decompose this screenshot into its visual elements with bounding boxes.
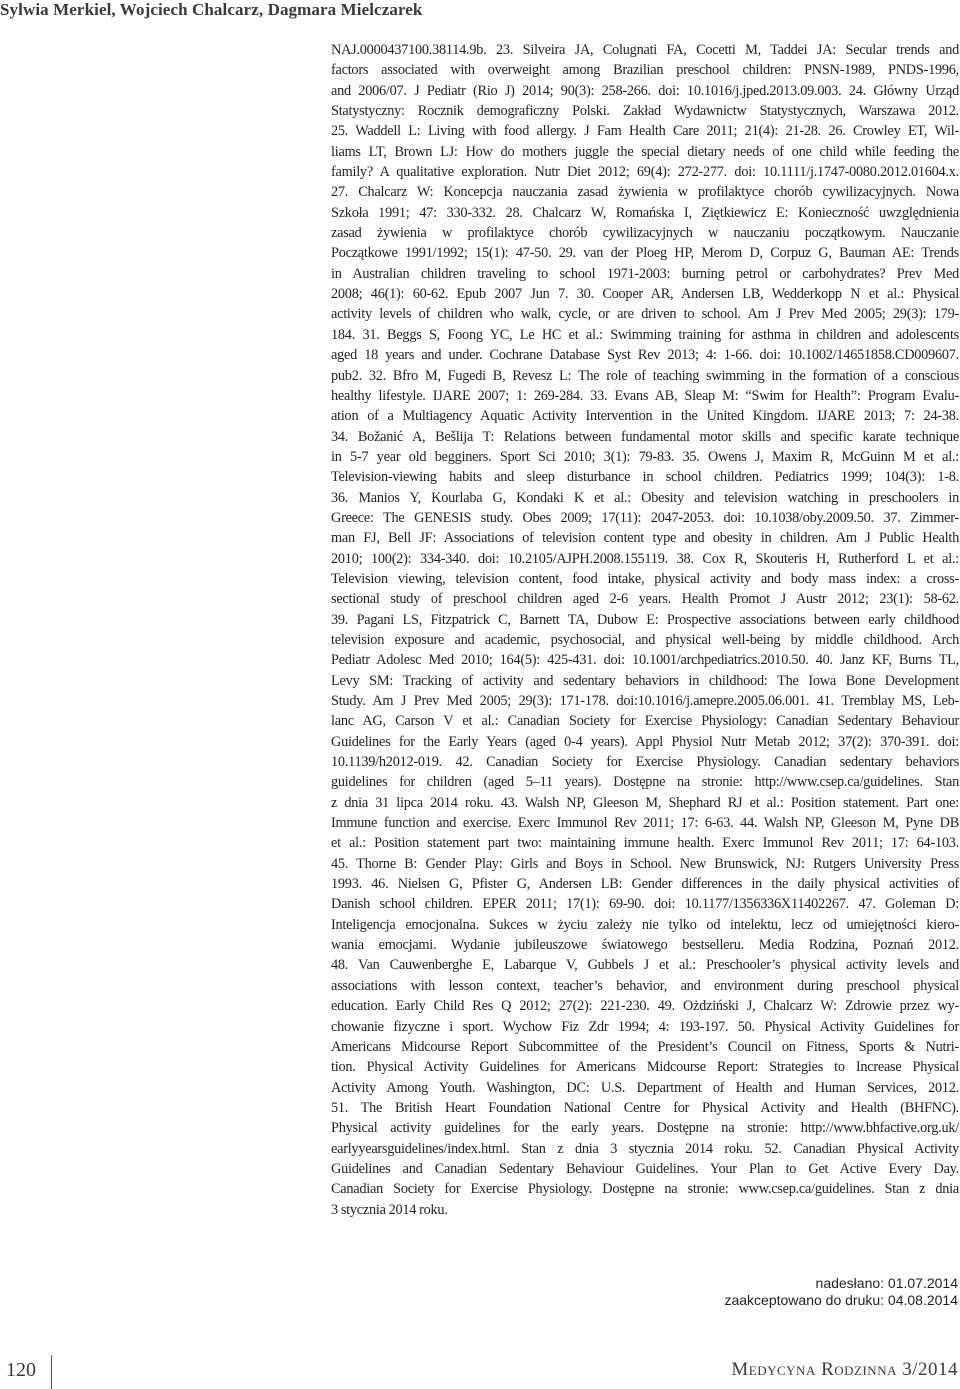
reference-line: z dnia 31 lipca 2014 roku. 43. Walsh NP, Gleeson M, Shephard RJ et al.: Position statement. Part one:	[331, 794, 959, 811]
reference-line: Inteligencja emocjonalna. Sukces w życiu zależy nie tylko od intelektu, lecz od umiejętności kiero-	[331, 916, 959, 933]
reference-line: Pediatr Adolesc Med 2010; 164(5): 425-431. doi: 10.1001/archpediatrics.2010.50. 40. Janz KF, Burns TL,	[331, 652, 959, 669]
reference-line: zasad żywienia w profilaktyce chorób cywilizacyjnych w nauczaniu początkowym. Nauczanie	[331, 225, 959, 242]
reference-line: 39. Pagani LS, Fitzpatrick C, Barnett TA, Dubow E: Prospective associations between early childhood	[331, 611, 959, 628]
reference-line: ation of a Multiagency Aquatic Activity Intervention in the United Kingdom. IJARE 2013; 7: 24-38.	[331, 408, 959, 425]
reference-line: liams LT, Brown LJ: How do mothers juggle the special dietary needs of one child while feeding the	[331, 143, 959, 160]
accepted-date: zaakceptowano do druku: 04.08.2014	[724, 1292, 958, 1308]
reference-line: 36. Manios Y, Kourlaba G, Kondaki K et al.: Obesity and television watching in preschoolers in	[331, 489, 959, 506]
page-footer	[0, 1355, 960, 1389]
footer-divider	[51, 1355, 52, 1389]
reference-line: Physical activity guidelines for the early years. Dostępne na stronie: http://www.bhfactive.org.uk/	[331, 1120, 959, 1137]
reference-line: healthy lifestyle. IJARE 2007; 1: 269-284. 33. Evans AB, Sleap M: “Swim for Health”: Program Evalu-	[331, 387, 959, 404]
page-number: 120	[6, 1359, 36, 1381]
reference-line: 2010; 100(2): 334-340. doi: 10.2105/AJPH.2008.155119. 38. Cox R, Skouteris H, Rutherford L et al.:	[331, 550, 959, 567]
reference-line: sectional study of preschool children aged 2-6 years. Health Promot J Austr 2012; 23(1): 58-62.	[331, 591, 959, 608]
reference-line: 1993. 46. Nielsen G, Pfister G, Andersen LB: Gender differences in the daily physical activities of	[331, 876, 959, 893]
journal-title: Medycyna Rodzinna 3/2014	[731, 1359, 958, 1380]
reference-line: et al.: Position statement part two: maintaining immune health. Exerc Immunol Rev 2011; 17: 64-103.	[331, 835, 959, 852]
reference-line: Immune function and exercise. Exerc Immunol Rev 2011; 17: 6-63. 44. Walsh NP, Gleeson M, Pyne DB	[331, 815, 959, 832]
reference-line: Guidelines for the Early Years (aged 0-4 years). Appl Physiol Nutr Metab 2012; 37(2): 370-391. doi:	[331, 733, 959, 750]
reference-line: and 2006/07. J Pediatr (Rio J) 2014; 90(3): 258-266. doi: 10.1016/j.jped.2013.09.003. 24. Główny Urząd	[331, 82, 959, 99]
reference-line: factors associated with overweight among Brazilian preschool children: PNSN-1989, PNDS-1996,	[331, 62, 959, 79]
reference-line: 184. 31. Beggs S, Foong YC, Le HC et al.: Swimming training for asthma in children and adolescents	[331, 326, 959, 343]
reference-line: wania emocjami. Wydanie jubileuszowe światowego bestselleru. Media Rodzina, Poznań 2012.	[331, 937, 959, 954]
running-header-authors: Sylwia Merkiel, Wojciech Chalcarz, Dagmara Mielczarek	[0, 0, 423, 19]
reference-line: 27. Chalcarz W: Koncepcja nauczania zasad żywienia w profilaktyce chorób cywilizacyjnych. Nowa	[331, 184, 959, 201]
reference-line: 25. Waddell L: Living with food allergy. J Fam Health Care 2011; 21(4): 21-28. 26. Crowley ET, Wil-	[331, 123, 959, 140]
references-block	[331, 40, 959, 1220]
reference-line: 3 stycznia 2014 roku.	[331, 1201, 448, 1218]
reference-line: Study. Am J Prev Med 2005; 29(3): 171-178. doi:10.1016/j.amepre.2005.06.001. 41. Tremblay MS, Leb-	[331, 693, 959, 709]
reference-line: Activity Among Youth. Washington, DC: U.S. Department of Health and Human Services, 2012.	[331, 1079, 959, 1096]
reference-line: Szkoła 1991; 47: 330-332. 28. Chalcarz W, Romańska I, Ziętkiewicz E: Konieczność uwzględnienia	[331, 204, 959, 221]
reference-line: guidelines for children (aged 5–11 years). Dostępne na stronie: http://www.csep.ca/guidelines. Stan	[331, 774, 959, 791]
reference-line: 2008; 46(1): 60-62. Epub 2007 Jun 7. 30. Cooper AR, Andersen LB, Wedderkopp N et al.: Physical	[331, 286, 959, 303]
reference-line: 48. Van Cauwenberghe E, Labarque V, Gubbels J et al.: Preschooler’s physical activity levels and	[331, 957, 959, 974]
reference-line: chowanie fizyczne i sport. Wychow Fiz Zdr 1994; 4: 193-197. 50. Physical Activity Guidelines for	[331, 1018, 959, 1035]
submitted-date: nadesłano: 01.07.2014	[815, 1275, 958, 1291]
reference-line: Canadian Society for Exercise Physiology. Dostępne na stronie: www.csep.ca/guidelines. Stan z dnia	[331, 1181, 959, 1198]
reference-line: Television viewing, television content, food intake, physical activity and body mass index: a cross-	[331, 570, 959, 587]
reference-line: earlyyearsguidelines/index.html. Stan z dnia 3 stycznia 2014 roku. 52. Canadian Physical Activity	[331, 1140, 959, 1157]
submission-dates	[724, 1275, 958, 1309]
reference-line: Początkowe 1991/1992; 15(1): 47-50. 29. van der Ploeg HP, Merom D, Corpuz G, Bauman AE: Trends	[331, 245, 959, 262]
reference-line: family? A qualitative exploration. Nutr Diet 2012; 69(4): 272-277. doi: 10.1111/j.1747-0080.2012.01604.x.	[331, 164, 959, 181]
reference-line: in Australian children traveling to school 1971-2003: burning petrol or carbohydrates? Prev Med	[331, 265, 959, 282]
reference-line: in 5-7 year old begginers. Sport Sci 2010; 3(1): 79-83. 35. Owens J, Maxim R, McGuinn M et al.:	[331, 448, 959, 465]
reference-line: education. Early Child Res Q 2012; 27(2): 221-230. 49. Ożdziński J, Chalcarz W: Zdrowie przez wy-	[331, 998, 959, 1015]
reference-line: pub2. 32. Bfro M, Fugedi B, Revesz L: The role of teaching swimming in the formation of a conscious	[331, 367, 959, 384]
reference-line: 51. The British Heart Foundation National Centre for Physical Activity and Health (BHFNC).	[331, 1099, 959, 1116]
reference-line: aged 18 years and under. Cochrane Database Syst Rev 2013; 4: 1-66. doi: 10.1002/14651858.CD009607.	[331, 347, 959, 364]
reference-line: Greece: The GENESIS study. Obes 2009; 17(11): 2047-2053. doi: 10.1038/oby.2009.50. 37. Zimmer-	[331, 509, 959, 526]
reference-line: NAJ.0000437100.38114.9b. 23. Silveira JA, Colugnati FA, Cocetti M, Taddei JA: Secular trends and	[331, 42, 959, 58]
reference-line: Americans Midcourse Report Subcommittee of the President’s Council on Fitness, Sports & Nutri-	[331, 1038, 959, 1055]
reference-line: Statystyczny: Rocznik demograficzny Polski. Zakład Wydawnictw Statystycznych, Warszawa 2012.	[331, 103, 959, 120]
reference-line: Guidelines and Canadian Sedentary Behaviour Guidelines. Your Plan to Get Active Every Day.	[331, 1160, 959, 1177]
reference-line: 10.1139/h2012-019. 42. Canadian Society for Exercise Physiology. Canadian sedentary behaviors	[331, 754, 959, 771]
reference-line: Levy SM: Tracking of activity and sedentary behaviors in childhood: The Iowa Bone Development	[331, 672, 959, 689]
reference-line: 34. Božanić A, Bešlija T: Relations between fundamental motor skills and specific karate technique	[331, 428, 959, 445]
reference-line: television exposure and academic, psychosocial, and physical well-being by middle childhood. Arch	[331, 631, 959, 648]
reference-line: 45. Thorne B: Gender Play: Girls and Boys in School. New Brunswick, NJ: Rutgers University Press	[331, 855, 959, 872]
reference-line: activity levels of children who walk, cycle, or are driven to school. Am J Prev Med 2005; 29(3): 179-	[331, 306, 959, 323]
reference-line: man FJ, Bell JF: Associations of television content type and obesity in children. Am J Public Health	[331, 530, 959, 547]
reference-line: Television-viewing habits and sleep disturbance in school children. Pediatrics 1999; 104(3): 1-8.	[331, 469, 959, 486]
reference-line: lanc AG, Carson V et al.: Canadian Society for Exercise Physiology: Canadian Sedentary Behaviour	[331, 713, 959, 730]
reference-line: Danish school children. EPER 2011; 17(1): 69-90. doi: 10.1177/1356336X11402267. 47. Goleman D:	[331, 896, 959, 913]
reference-line: tion. Physical Activity Guidelines for Americans Midcourse Report: Strategies to Increase Physical	[331, 1059, 959, 1076]
reference-line: associations with lesson context, teacher’s behavior, and environment during preschool physical	[331, 977, 959, 994]
